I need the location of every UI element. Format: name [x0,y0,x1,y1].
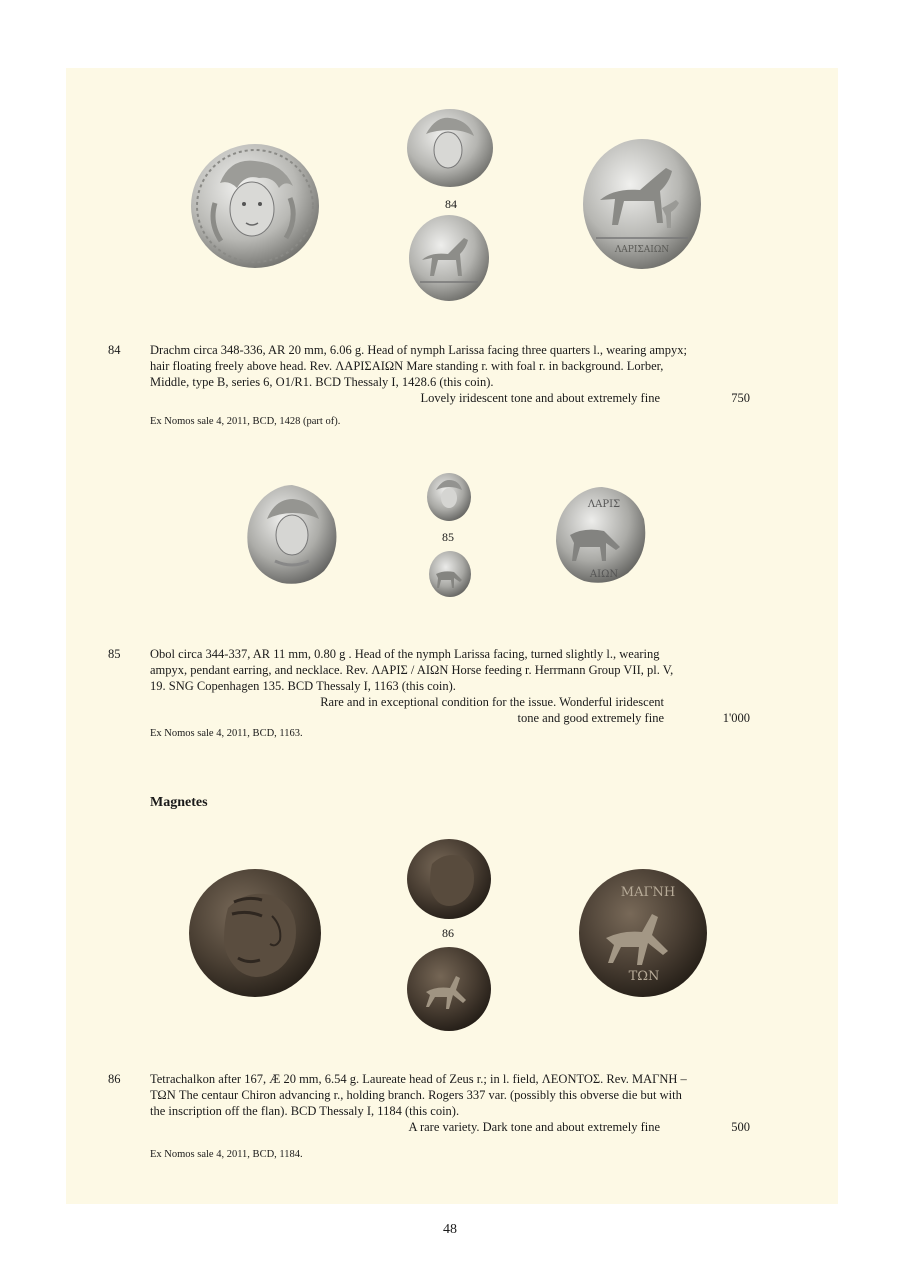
lot-description-line: Drachm circa 348-336, AR 20 mm, 6.06 g. Head of nymph Larissa facing three quarters l., wearing ampyx; [150,343,687,357]
lot-condition: A rare variety. Dark tone and about extremely fine [408,1120,660,1134]
lot-description-line: the inscription off the flan). BCD Thessaly I, 1184 (this coin). [150,1104,460,1118]
lot-84-obverse-large-image [190,143,320,269]
lot-85-entry [108,646,752,742]
lot-description [150,646,750,694]
lot-85-reverse-large-image [556,485,646,585]
lot-description-line: hair floating freely above head. Rev. ΛΑΡΙΣΑΙΩΝ Mare standing r. with foal r. in background. Lorber, [150,359,664,373]
lot-85-image-label: 85 [442,530,454,544]
lot-description-line: 19. SNG Copenhagen 135. BCD Thessaly I, 1163 (this coin). [150,679,456,693]
lot-86-image-label: 86 [442,926,454,940]
lot-number: 85 [108,647,121,661]
lot-86-entry [108,1071,752,1167]
lot-condition: Rare and in exceptional condition for the issue. Wonderful iridescent [320,695,664,709]
lot-condition: Lovely iridescent tone and about extremely fine [420,391,660,405]
lot-description-line: Tetrachalkon after 167, Æ 20 mm, 6.54 g. Laureate head of Zeus r.; in l. field, ΛΕΟΝΤΟΣ. Rev. ΜΑΓΝΗ – [150,1072,687,1086]
lot-description-line: ΤΩΝ The centaur Chiron advancing r., holding branch. Rogers 337 var. (possibly this obverse die but with [150,1088,682,1102]
lot-84-reverse-large-image [582,138,702,270]
lot-condition: tone and good extremely fine [517,711,664,725]
lot-85-reverse-inscription-bottom: ΑΙΩΝ [589,569,619,580]
lot-84-image-label: 84 [445,197,457,211]
lot-84-entry [108,342,752,432]
lot-86-reverse-large-image [578,868,708,998]
lot-86-obverse-large-image [188,868,322,998]
lot-grading [150,390,750,406]
lot-number: 86 [108,1072,121,1086]
lot-grading [150,1119,750,1135]
lot-84-reverse-small-image [408,214,490,302]
lot-description-line: Obol circa 344-337, AR 11 mm, 0.80 g . Head of the nymph Larissa facing, turned slightly l., wearing [150,647,660,661]
page-number: 48 [443,1222,457,1237]
lot-86-reverse-small-image [406,946,492,1032]
lot-provenance: Ex Nomos sale 4, 2011, BCD, 1163. [150,728,303,739]
lot-84-obverse-small-image [406,108,494,188]
lot-86-reverse-inscription-top: ΜΑΓΝΗ [620,885,676,900]
lot-provenance: Ex Nomos sale 4, 2011, BCD, 1184. [150,1149,303,1160]
lot-description [150,1071,750,1119]
lot-estimate-price: 750 [731,391,750,405]
lot-85-obverse-large-image [245,483,339,585]
lot-85-obverse-small-image [426,472,472,522]
lot-85-reverse-inscription-top: ΛΑΡΙΣ [587,499,621,510]
lot-estimate-price: 1'000 [722,711,750,725]
lot-description [150,342,750,390]
lot-85-reverse-small-image [428,550,472,598]
lot-estimate-price: 500 [731,1120,750,1134]
lot-84-reverse-inscription: ΛΑΡΙΣΑΙΩΝ [614,245,670,255]
lot-number: 84 [108,343,121,357]
lot-86-obverse-small-image [406,838,492,920]
lot-description-line: Middle, type B, series 6, O1/R1. BCD Thessaly I, 1428.6 (this coin). [150,375,494,389]
lot-provenance: Ex Nomos sale 4, 2011, BCD, 1428 (part of). [150,416,341,427]
lot-description-line: ampyx, pendant earring, and necklace. Rev. ΛΑΡΙΣ / ΑΙΩΝ Horse feeding r. Herrmann Group VII, pl. V, [150,663,674,677]
section-heading: Magnetes [150,795,208,810]
lot-grading [150,694,750,726]
lot-86-reverse-inscription-bottom: ΤΩΝ [628,969,660,984]
